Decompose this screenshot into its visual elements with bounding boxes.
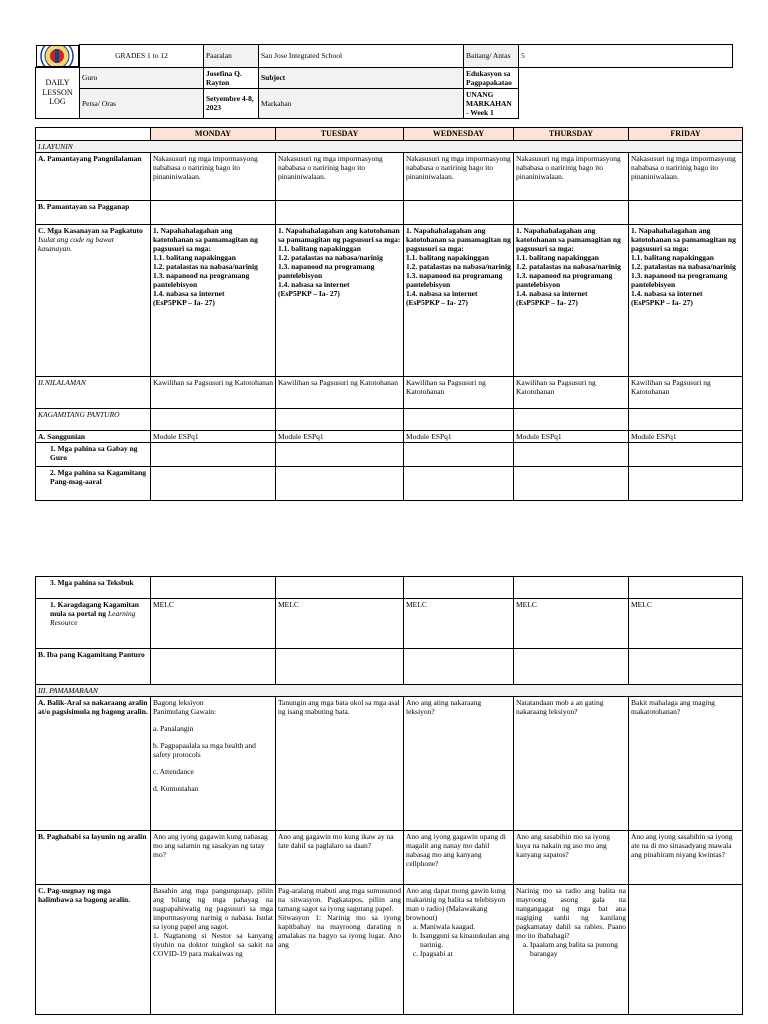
cell-monday (151, 697, 276, 831)
cell-wednesday: 1. Napahahalagahan ang katotohanan sa pamamagitan ng pagsusuri sa mga: 1.1. balitang napakinggan 1.2. patalastas na nabasa/narinig 1.3. napanood na programang pantelebisyon 1.4. nabasa sa internet (EsP5PKP – Ia- 27) (404, 224, 514, 376)
row-iba-pang (36, 649, 743, 685)
cell-monday (151, 442, 276, 466)
subject-value: Edukasyon sa Pagpapakatao (464, 67, 519, 88)
cell-friday: Ano ang iyong sasabihin sa iyong ate na di mo sinasadyang mawala ang pinahiram niyang kwintas? (629, 831, 743, 885)
row-paghahabi (36, 831, 743, 885)
deped-seal-icon (40, 45, 74, 67)
date-value: Setyembre 4-8, 2023 (204, 88, 259, 118)
cell-tuesday: Ano ang gagawin mo kung ikaw ay na late dahil sa paglalaro sa daan? (276, 831, 404, 885)
row-label-cell (36, 599, 151, 649)
row-label: A. Pamantayang Pangnilalaman (36, 152, 151, 200)
cell-friday: MELC (629, 599, 743, 649)
row-nilalaman (36, 376, 743, 408)
cell-monday (151, 466, 276, 500)
grade-value: 5 (519, 45, 733, 68)
cell-thursday (514, 577, 629, 599)
wednesday-choice-a: a. Maniwala kaagad. (420, 922, 511, 931)
monday-item-a: a. Panalangin (153, 724, 194, 733)
section-layunin (36, 140, 743, 152)
cell-monday: Ano ang iyong gagawin kung nabasag mo ang salamin ng sasakyan ng tatay mo? (151, 831, 276, 885)
lesson-log-label: LESSON LOG (42, 87, 73, 107)
cell-thursday (514, 885, 629, 1015)
day-header-blank (36, 128, 151, 141)
cell-thursday: MELC (514, 599, 629, 649)
row-label-italic: Learning Resource (50, 609, 136, 627)
quarter-label: Markahan (259, 88, 464, 118)
day-header-tuesday: TUESDAY (276, 128, 404, 141)
row-label: A. Sanggunian (36, 430, 151, 442)
quarter-value: UNANG MARKAHAN - Week 1 (464, 88, 519, 118)
thursday-choice-a: a. Ipaalam ang balita sa punong barangay (530, 940, 626, 958)
cell-wednesday: Ano ang iyong gagawin upang di magalit ang nanay mo dahil nabasag mo ang kanyang cellphone? (404, 831, 514, 885)
cell-monday (151, 577, 276, 599)
cell-thursday (514, 408, 629, 430)
lesson-table-part-2 (35, 576, 743, 1015)
wednesday-choice-c: c. Ipagsabi at (420, 949, 511, 958)
row-pamantayan-pagganap (36, 200, 743, 224)
monday-item-b: b. Pagpapaalala sa mga health and safety protocols (153, 741, 256, 759)
cell-tuesday (276, 577, 404, 599)
cell-wednesday: Ano ang ating nakaraang leksiyon? (404, 697, 514, 831)
daily-lesson-log-title (36, 67, 80, 118)
wednesday-choice-b: b. Isangguni sa kinauukulan ang narinig. (420, 931, 511, 949)
deped-seal-cell (36, 45, 80, 67)
cell-friday: 1. Napahahalagahan ang katotohanan sa pamamagitan ng pagsusuri sa mga: 1.1. balitang napakinggan 1.2. patalastas na nabasa/narinig 1.3. napanood na programang pantelebisyon 1.4. nabasa sa internet (EsP5PKP – Ia- 27) (629, 224, 743, 376)
subject-label: Subject (259, 67, 464, 88)
cell-thursday: 1. Napahahalagahan ang katotohanan sa pamamagitan ng pagsusuri sa mga: 1.1. balitang napakinggan 1.2. patalastas na nabasa/narinig 1.3. napanood na programang pantelebisyon 1.4. nabasa sa internet (EsP5PKP – Ia- 27) (514, 224, 629, 376)
cell-thursday: Nakasusuri ng mga impormasyong nababasa o naririnig bago ito pinaniniwalaan. (514, 152, 629, 200)
cell-tuesday: Nakasusuri ng mga impormasyong nababasa o naririnig bago ito pinaniniwalaan. (276, 152, 404, 200)
cell-tuesday: MELC (276, 599, 404, 649)
cell-monday (151, 408, 276, 430)
row-label: C. Pag-uugnay ng mga halimbawa sa bagong aralin. (36, 885, 151, 1015)
row-karagdagang (36, 599, 743, 649)
cell-friday: Bakit mahalaga ang maging makatotohanan? (629, 697, 743, 831)
cell-wednesday: Nakasusuri ng mga impormasyong nababasa o naririnig bago ito pinaniniwalaan. (404, 152, 514, 200)
cell-wednesday: MELC (404, 599, 514, 649)
wednesday-intro: Ano ang dapat mong gawin kung makarinig ng balita sa telebisyon man o radio) (Malawakang brownout) (406, 886, 506, 922)
row-pag-uugnay (36, 885, 743, 1015)
wednesday-choices (406, 922, 511, 958)
cell-tuesday (276, 466, 404, 500)
day-header-row (36, 128, 743, 141)
cell-tuesday (276, 408, 404, 430)
cell-tuesday (276, 442, 404, 466)
cell-thursday (514, 442, 629, 466)
section-nilalaman-title: II.NILALAMAN (36, 376, 151, 408)
cell-wednesday (404, 442, 514, 466)
cell-friday: Nakasusuri ng mga impormasyong nababasa o naririnig bago ito pinaniniwalaan. (629, 152, 743, 200)
cell-tuesday (276, 200, 404, 224)
day-header-thursday: THURSDAY (514, 128, 629, 141)
row-sublabel: Isulat ang code ng bawat kasanayan. (38, 234, 114, 253)
school-label: Paaralan (204, 45, 259, 68)
cell-thursday: Natatandaan mob a an gating nakaraang leksiyon? (514, 697, 629, 831)
cell-friday (629, 408, 743, 430)
cell-tuesday: 1. Napahahalagahan ang katotohanan sa pamamagitan ng pagsusuri sa mga: 1.1. balitang napakinggan 1.2. patalastas na nabasa/narinig 1.3. napanood na programang pantelebisyon 1.4. nabasa sa internet (EsP5PKP – Ia- 27) (276, 224, 404, 376)
monday-item-c: c. Attendance (153, 767, 194, 776)
row-sanggunian (36, 430, 743, 442)
row-kagamitan (36, 408, 743, 430)
row-label: A. Balik-Aral sa nakaraang aralin at/o pagsisimula ng bagong aralin. (36, 697, 151, 831)
cell-monday: 1. Napahahalagahan ang katotohanan sa pamamagitan ng pagsusuri sa mga: 1.1. balitang napakinggan 1.2. patalastas na nabasa/narinig 1.3. napanood na programang pantelebisyon 1.4. nabasa sa internet (EsP5PKP – Ia- 27) (151, 224, 276, 376)
row-pamantayang-pangnilalaman (36, 152, 743, 200)
day-header-monday: MONDAY (151, 128, 276, 141)
daily-label: DAILY (45, 78, 70, 88)
cell-monday (151, 200, 276, 224)
monday-item-d: d. Kumustahan (153, 784, 199, 793)
cell-wednesday (404, 649, 514, 685)
cell-friday (629, 577, 743, 599)
cell-thursday (514, 200, 629, 224)
cell-tuesday: Tanungin ang mga bata ukol sa mga asal ng isang mabuting bata. (276, 697, 404, 831)
cell-friday (629, 885, 743, 1015)
row-label: 2. Mga pahina sa Kagamitang Pang-mag-aaral (36, 466, 151, 500)
section-pamamaraan-title: III. PAMAMARAAN (36, 685, 743, 697)
cell-thursday (514, 466, 629, 500)
monday-intro: Bagong leksiyon Panimulang Gawain: (153, 698, 217, 716)
row-label: B. Paghahabi sa layunin ng aralin (36, 831, 151, 885)
cell-monday: MELC (151, 599, 276, 649)
day-header-wednesday: WEDNESDAY (404, 128, 514, 141)
cell-friday (629, 466, 743, 500)
section-layunin-title: I.LAYUNIN (36, 140, 743, 152)
row-kagamitang-mag-aaral (36, 466, 743, 500)
cell-wednesday: Module ESPq1 (404, 430, 514, 442)
row-kasanayan (36, 224, 743, 376)
cell-wednesday: Kawilihan sa Pagsusuri ng Katotohanan (404, 376, 514, 408)
cell-wednesday (404, 577, 514, 599)
row-label-cell (36, 224, 151, 376)
cell-wednesday (404, 466, 514, 500)
row-gabay-guro (36, 442, 743, 466)
row-label: C. Mga Kasanayan sa Pagkatuto (38, 225, 143, 235)
cell-monday: Nakasusuri ng mga impormasyong nababasa o naririnig bago ito pinaniniwalaan. (151, 152, 276, 200)
cell-friday (629, 200, 743, 224)
row-label: 1. Mga pahina sa Gabay ng Guro (36, 442, 151, 466)
cell-monday (151, 649, 276, 685)
cell-wednesday (404, 885, 514, 1015)
cell-tuesday (276, 649, 404, 685)
cell-thursday (514, 649, 629, 685)
cell-friday (629, 649, 743, 685)
row-label: 3. Mga pahina sa Teksbuk (36, 577, 151, 599)
cell-friday: Module ESPq1 (629, 430, 743, 442)
row-label: 1. Karagdagang Kagamitan mula sa portal ng (50, 600, 139, 618)
thursday-choices (516, 940, 626, 958)
row-balik-aral (36, 697, 743, 831)
teacher-value: Josefina Q. Rayton (204, 67, 259, 88)
teacher-label: Guro (80, 67, 204, 88)
cell-monday: Basahin ang mga pangungusap, piliin ang bilang ng mga pahayag na nagpapahiwatig ng pagsusuri sa mga impormasyong narinig o nabasa. Isulat sa iyong papel ang sagot. 1. Nagtanong si Nestor sa kanyang tiyuhin na doktor tungkol sa sakit na COVID-19 para makaiwas ng (151, 885, 276, 1015)
row-label: B. Pamantayan sa Pagganap (36, 200, 151, 224)
lesson-table-part-1 (35, 127, 743, 501)
grades-label: GRADES 1 to 12 (80, 45, 204, 68)
cell-friday: Kawilihan sa Pagsusuri ng Katotohanan (629, 376, 743, 408)
cell-tuesday: Pag-aralang mabuti ang mga sumusunod na sitwasyon. Pagkatapos, piliin ang tamang sagot sa iyong sagutang papel. Sitwasyon 1: Narinig mo sa iyong kapitbahay na mayroong darating n amalakas na bagyo sa iyong lugar. Ano ang (276, 885, 404, 1015)
cell-tuesday: Kawilihan sa Pagsusuri ng Katotohanan (276, 376, 404, 408)
cell-tuesday: Module ESPq1 (276, 430, 404, 442)
grade-label: Baitang/ Antas (464, 45, 519, 68)
thursday-intro: Narinig mo sa radio ang balita na mayroong asong gala na nangangagat ng mga bat ana nagiging sanhi ng kanilang pagkamatay dahil sa rabies. Paano mo ito ibabahagi? (516, 886, 626, 940)
day-header-friday: FRIDAY (629, 128, 743, 141)
cell-thursday: Kawilihan sa Pagsusuri ng Katotohanan (514, 376, 629, 408)
cell-thursday: Module ESPq1 (514, 430, 629, 442)
section-kagamitan-title: KAGAMITANG PANTURO (36, 408, 151, 430)
cell-friday (629, 442, 743, 466)
cell-wednesday (404, 408, 514, 430)
row-teksbuk (36, 577, 743, 599)
header-table (35, 44, 733, 119)
cell-monday: Kawilihan sa Pagsusuri ng Katotohanan (151, 376, 276, 408)
cell-monday: Module ESPq1 (151, 430, 276, 442)
school-value: San Jose Integrated School (259, 45, 464, 68)
cell-wednesday (404, 200, 514, 224)
section-pamamaraan (36, 685, 743, 697)
date-label: Petsa/ Oras (80, 88, 204, 118)
cell-thursday: Ano ang sasabihin mo sa iyong kuya na nakain ng aso mo ang kanyang sapatos? (514, 831, 629, 885)
row-label: B. Iba pang Kagamitang Panturo (36, 649, 151, 685)
